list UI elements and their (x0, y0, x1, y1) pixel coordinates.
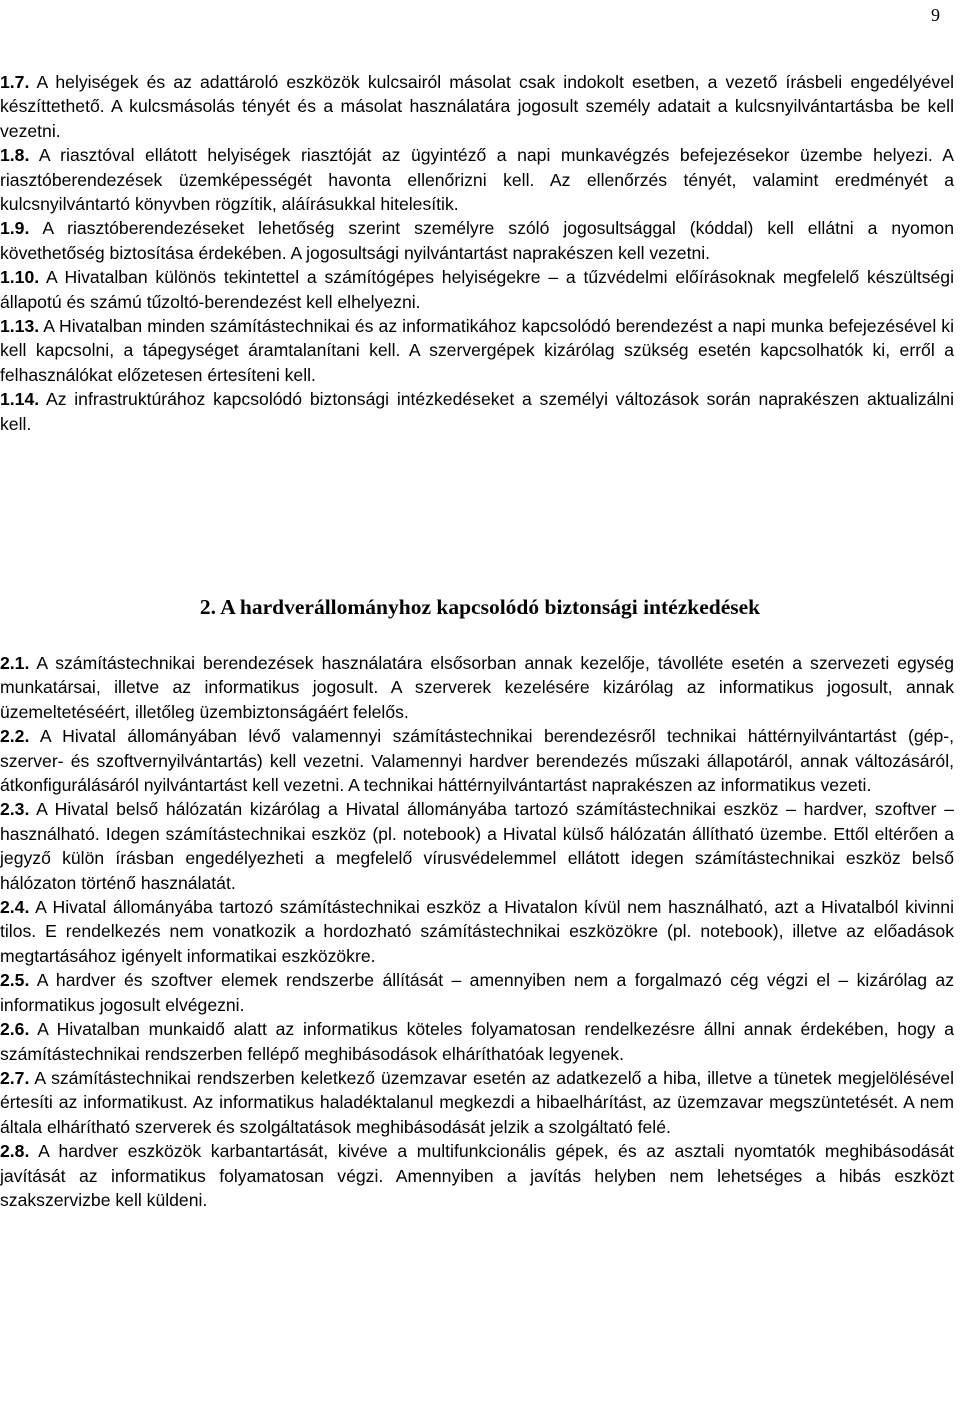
paragraph-text: A riasztóval ellátott helyiségek riasztóját az ügyintéző a napi munkavégzés befejezésekor üzembe helyezi. A riasztóberendezések üzemképességét havonta ellenőrizni kell. Az ellenőrzés tényét, valamint eredményét a kulcsnyilvántartó könyvben rögzítik, aláírásukkal hitelesítik. (0, 145, 954, 215)
section-2-heading: 2. A hardverállományhoz kapcsolódó biztonsági intézkedések (199, 595, 761, 619)
paragraph-number: 1.9. (0, 218, 30, 239)
paragraph-text: A helyiségek és az adattároló eszközök kulcsairól másolat csak indokolt esetben, a vezető írásbeli engedélyével készíttethető. A kulcsmásolás tényét és a másolat használatára jogosult személy adatait a kulcsnyilvántartásba be kell vezetni. (0, 72, 955, 141)
paragraph-text: A Hivatal állományába tartozó számítástechnikai eszköz a Hivatalon kívül nem használható, azt a Hivatalból kivinni tilos. E rendelkezés nem vonatkozik a hordozható számítástechnikai eszközökre (pl. notebook), illetve az előadások megtartásához igényelt informatikai eszközökre. (0, 897, 954, 966)
paragraph-text: Az infrastruktúrához kapcsolódó biztonsági intézkedéseket a személyi változások során naprakészen aktualizálni kell. (0, 389, 954, 434)
paragraph-number: 2.1. (0, 653, 30, 673)
paragraph-number: 1.13. (0, 316, 40, 337)
paragraph-2-1 (0, 651, 954, 724)
page-number: 9 (931, 5, 940, 25)
paragraph-number: 2.6. (0, 1019, 30, 1040)
paragraph-number: 1.10. (0, 267, 40, 288)
paragraph-number: 1.7. (0, 72, 30, 92)
paragraph-1-14 (0, 387, 954, 436)
paragraph-number: 2.2. (0, 726, 30, 747)
paragraph-text: A Hivatal állományában lévő valamennyi számítástechnikai berendezésről technikai háttérnyilvántartást (gép-, szerver- és szoftvernyilvántartás) kell vezetni. Valamennyi hardver berendezés műszaki állapotáról, annak változásáról, átkonfigurálásáról nyilvántartást kell vezetni. A technikai háttérnyilvántartást naprakészen az informatikus vezeti. (0, 726, 954, 796)
paragraph-text: A hardver eszközök karbantartását, kivéve a multifunkcionális gépek, és az asztali nyomtatók meghibásodását javítását az informatikus folyamatosan végzi. Amennyiben a javítás helyben nem lehetséges a hibás eszközt szakszervizbe kell küldeni. (0, 1141, 954, 1210)
paragraph-text: A Hivatal belső hálózatán kizárólag a Hivatal állományába tartozó számítástechnikai eszköz – hardver, szoftver – használható. Idegen számítástechnikai eszköz (pl. notebook) a Hivatal külső hálózatán állítható üzembe. Ettől eltérően a jegyző külön írásban engedélyezheti a megfelelő vírusvédelemmel ellátott idegen számítástechnikai eszköz belső hálózaton történő használatát. (0, 799, 955, 893)
paragraph-1-13 (0, 314, 954, 387)
paragraph-text: A Hivatalban munkaidő alatt az informatikus köteles folyamatosan rendelkezésre állni annak érdekében, hogy a számítástechnikai rendszerben fellépő meghibásodások elháríthatóak legyenek. (0, 1019, 954, 1064)
paragraph-number: 1.8. (0, 145, 30, 166)
paragraph-2-4 (0, 895, 954, 968)
paragraph-text: A Hivatalban különös tekintettel a számítógépes helyiségekre – a tűzvédelmi előírásoknak megfelelő készültségi állapotú és számú tűzoltó-berendezést kell elhelyezni. (0, 267, 954, 312)
paragraph-1-7 (0, 70, 954, 143)
paragraph-number: 1.14. (0, 389, 40, 410)
paragraph-number: 2.7. (0, 1067, 30, 1088)
paragraph-1-9 (0, 216, 954, 265)
paragraph-2-6 (0, 1017, 954, 1066)
section-1-list (0, 70, 954, 436)
paragraph-text: A riasztóberendezéseket lehetőség szerint személyre szóló jogosultsággal (kóddal) kell ellátni a nyomon követhetőség biztosítása érdekében. A jogosultsági nyilvántartást naprakészen kell vezetni. (0, 218, 955, 263)
paragraph-number: 2.4. (0, 897, 30, 918)
paragraph-text: A Hivatalban minden számítástechnikai és az informatikához kapcsolódó berendezést a napi munka befejezésével ki kell kapcsolni, a tápegységet áramtalanítani kell. A szervergépek kizárólag szükség esetén kapcsolhatók ki, erről a felhasználókat előzetesen értesíteni kell. (0, 316, 954, 385)
paragraph-2-8 (0, 1139, 954, 1212)
paragraph-2-3 (0, 797, 954, 895)
paragraph-number: 2.3. (0, 799, 30, 820)
paragraph-1-8 (0, 143, 954, 216)
paragraph-text: A számítástechnikai rendszerben keletkező üzemzavar esetén az adatkezelő a hiba, illetve a tünetek megjelölésével értesíti az informatikust. Az informatikus haladéktalanul megkezdi a hibaelhárítást, az üzemzavar megszüntetését. A nem általa elhárítható szerverek és szolgáltatások meghibásodását jelzik a szolgáltató felé. (0, 1067, 954, 1137)
paragraph-1-10 (0, 265, 954, 314)
section-2-list (0, 651, 954, 1212)
paragraph-text: A hardver és szoftver elemek rendszerbe állítását – amennyiben nem a forgalmazó cég végzi el – kizárólag az informatikus jogosult elvégezni. (0, 970, 954, 1015)
paragraph-2-2 (0, 724, 954, 797)
paragraph-2-7 (0, 1066, 954, 1139)
paragraph-2-5 (0, 968, 954, 1017)
paragraph-number: 2.5. (0, 970, 30, 991)
paragraph-number: 2.8. (0, 1141, 30, 1162)
paragraph-text: A számítástechnikai berendezések használatára elsősorban annak kezelője, távolléte esetén a szervezeti egység munkatársai, illetve az informatikus jogosult. A szerverek kezelésére kizárólag az informatikus jogosult, annak üzemeltetéséért, illetőleg üzembiztonságáért felelős. (0, 653, 955, 722)
